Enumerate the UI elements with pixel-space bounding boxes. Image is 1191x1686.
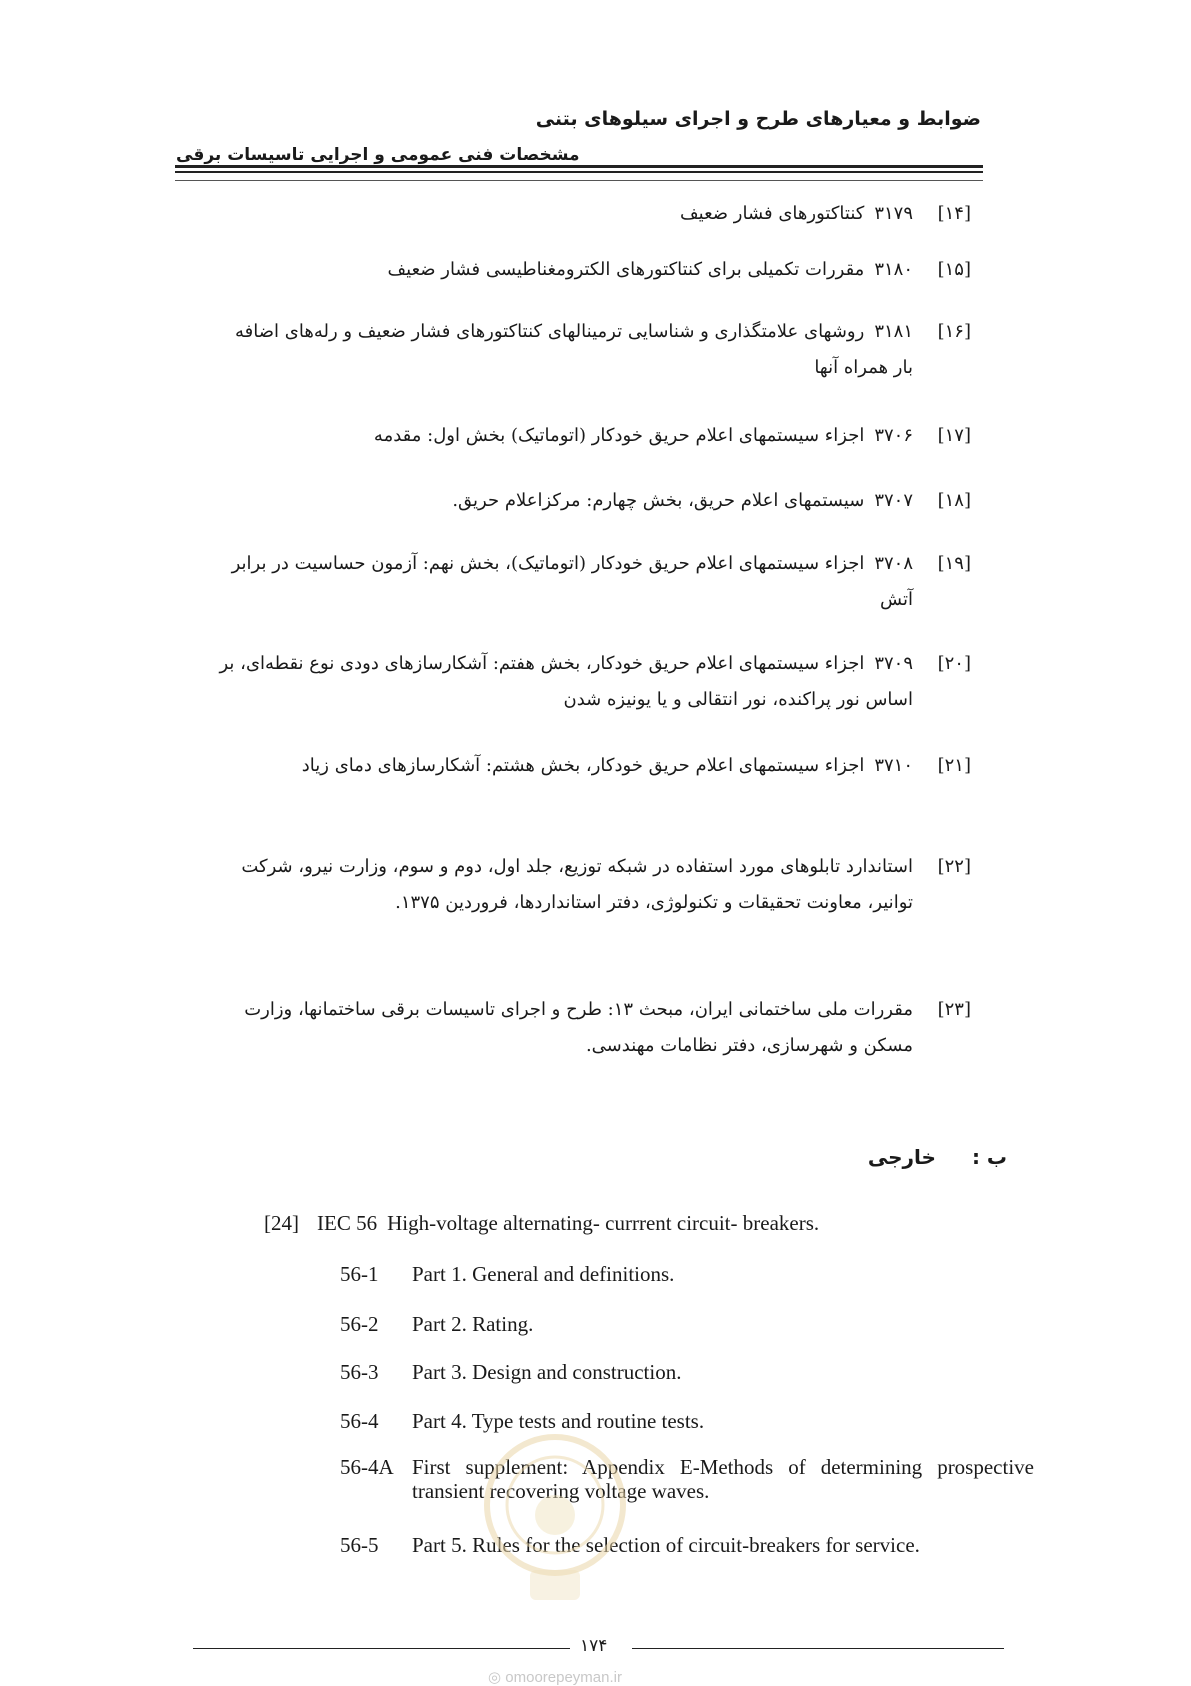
reference-number: [۱۹] [937,553,971,574]
standard-part [340,1409,1034,1434]
standard-code: ۳۱۸۰ [874,259,913,280]
part-code: 56-4A [340,1455,394,1479]
section-heading [868,1145,1007,1169]
reference-number: [۱۴] [937,203,971,224]
reference-number: [۲۳] [937,999,971,1020]
reference-number: [۱۷] [937,425,971,446]
reference-text: اجزاء سیستمهای اعلام حریق خودکار (اتوماتیک)، بخش نهم: آزمون حساسیت در برابر آتش [231,553,913,610]
reference-text: کنتاکتورهای فشار ضعیف [680,203,865,224]
reference-item [213,314,971,386]
document-title: ضوابط و معیارهای طرح و اجرای سیلوهای بتنی [535,108,981,130]
reference-item [213,546,971,618]
reference-number: [۲۲] [937,856,971,877]
standard-code: ۳۷۰۷ [874,490,913,511]
reference-item [213,646,971,718]
reference-number: [۲۱] [937,755,971,776]
standard-code: ۳۷۰۸ [874,553,913,574]
reference-text: اجزاء سیستمهای اعلام حریق خودکار، بخش هشتم: آشکارسازهای دمای زیاد [301,755,865,776]
footer-rule [193,1648,570,1649]
header-rule [175,165,983,168]
site-watermark [488,1668,622,1686]
reference-text: مقررات تکمیلی برای کنتاکتورهای الکترومغناطیسی فشار ضعیف [387,259,865,280]
page-number: ۱۷۴ [580,1636,608,1656]
standard-code: ۳۷۰۹ [874,653,913,674]
header-rule [175,180,983,181]
watermark-text: omoorepeyman.ir [505,1669,622,1686]
chapter-title: مشخصات فنی عمومی و اجرایی تاسیسات برقی [176,145,580,165]
globe-icon: ◎ [488,1669,502,1686]
part-text: Part 3. Design and construction. [412,1360,682,1384]
standard-part [340,1533,1034,1558]
reference-number: [۱۸] [937,490,971,511]
reference-text: اجزاء سیستمهای اعلام حریق خودکار، بخش هفتم: آشکارسازهای دودی نوع نقطه‌ای، بر اساس نور پراکنده، نور انتقالی و یا یونیزه شدن [219,653,913,710]
seal-watermark [480,1420,630,1610]
reference-item [213,418,971,454]
part-text: Part 5. Rules for the selection of circuit-breakers for service. [412,1533,920,1557]
reference-text: استاندارد تابلوهای مورد استفاده در شبکه توزیع، جلد اول، دوم و سوم، وزارت نیرو، شرکت توانیر، معاونت تحقیقات و تکنولوژی، دفتر استانداردها، فروردین ۱۳۷۵. [241,856,913,913]
reference-number: [۱۶] [937,321,971,342]
standard-code: ۳۱۸۱ [874,321,913,342]
reference-item [213,196,971,232]
part-text: Part 2. Rating. [412,1312,534,1336]
reference-item [213,483,971,519]
reference-text: سیستمهای اعلام حریق، بخش چهارم: مرکزاعلام حریق. [452,490,865,511]
reference-text: روشهای علامتگذاری و شناسایی ترمینالهای کنتاکتورهای فشار ضعیف و رله‌های اضافه بار همراه آنها [235,321,913,378]
part-code: 56-1 [340,1262,379,1286]
standard-code: ۳۷۱۰ [874,755,913,776]
reference-item [213,849,971,921]
standard-part [340,1262,1034,1287]
section-title: خارجی [867,1145,936,1169]
section-letter: ب : [971,1145,1007,1169]
reference-number: [۲۰] [937,653,971,674]
standard-code: IEC 56 [317,1211,378,1235]
reference-text: مقررات ملی ساختمانی ایران، مبحث ۱۳: طرح و اجرای تاسیسات برقی ساختمانها، وزارت مسکن و شهرسازی، دفتر نظامات مهندسی. [244,999,913,1056]
reference-item [213,252,971,288]
part-code: 56-3 [340,1360,379,1384]
part-code: 56-5 [340,1533,379,1557]
standard-code: ۳۷۰۶ [874,425,913,446]
reference-item [264,1211,819,1236]
part-code: 56-4 [340,1409,379,1433]
part-text: Part 4. Type tests and routine tests. [412,1409,705,1433]
header-rule [175,171,983,173]
reference-text: اجزاء سیستمهای اعلام حریق خودکار (اتوماتیک) بخش اول: مقدمه [373,425,865,446]
reference-text: High-voltage alternating- currrent circuit- breakers. [387,1211,820,1235]
standard-code: ۳۱۷۹ [874,203,913,224]
reference-number: [۱۵] [937,259,971,280]
footer-rule [632,1648,1004,1649]
part-code: 56-2 [340,1312,379,1336]
reference-item [213,992,971,1064]
part-text: Part 1. General and definitions. [412,1262,675,1286]
part-text: First supplement: Appendix E-Methods of determining prospective transient recovering voltage waves. [412,1455,1034,1503]
standard-part [340,1455,1034,1503]
reference-item [213,748,971,784]
reference-number: [24] [264,1211,299,1235]
standard-part [340,1360,1034,1385]
standard-part [340,1312,1034,1337]
